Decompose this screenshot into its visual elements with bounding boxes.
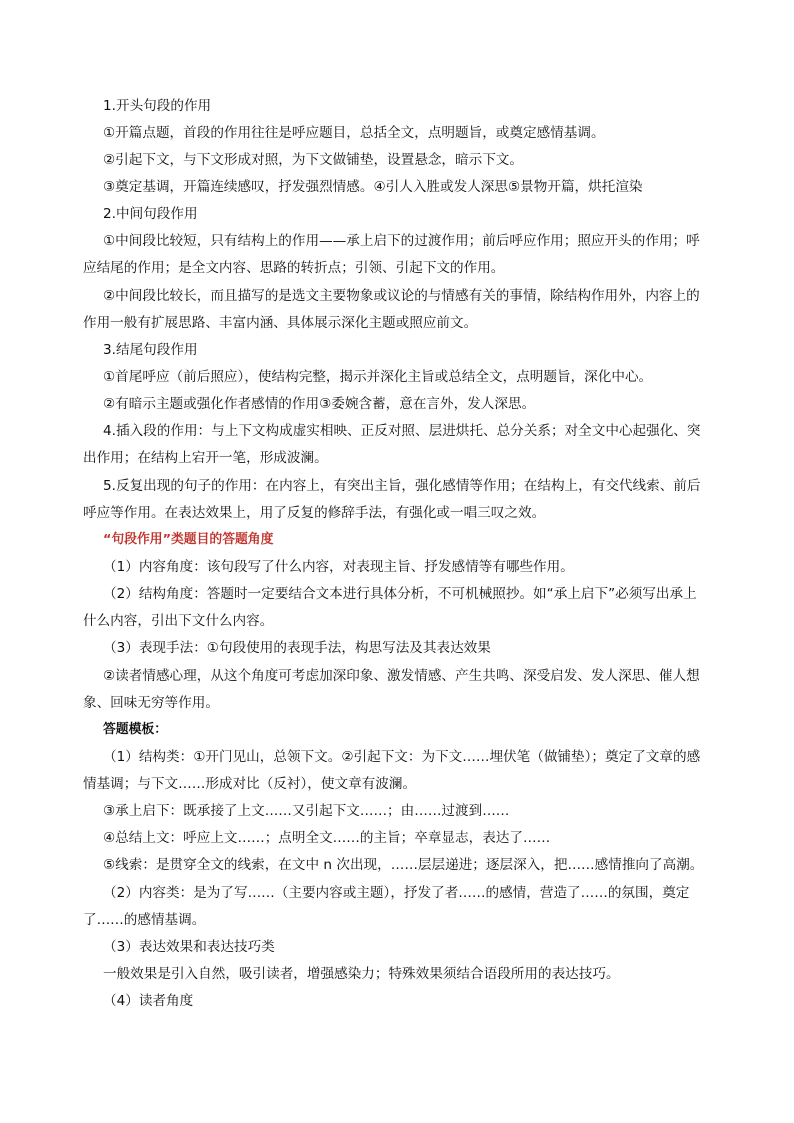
text-line: 呼应等作用。在表达效果上，用了反复的修辞手法，有强化或一唱三叹之效。 bbox=[83, 505, 546, 521]
text-line: 情基调；与下文……形成对比（反衬），使文章有波澜。 bbox=[83, 776, 417, 792]
text-line: ③奠定基调，开篇连续感叹，抒发强烈情感。④引人入胜或发人深思⑤景物开篇，烘托渲染 bbox=[103, 179, 643, 195]
text-line: 应结尾的作用；是全文内容、思路的转折点；引领、引起下文的作用。 bbox=[83, 260, 505, 276]
text-line: ①首尾呼应（前后照应），使结构完整，揭示并深化主旨或总结全文，点明题旨，深化中心。 bbox=[103, 369, 653, 385]
text-line: ①开篇点题，首段的作用往往是呼应题目，总括全文，点明题旨，或奠定感情基调。 bbox=[103, 125, 605, 141]
text-line: ②引起下文，与下文形成对照，为下文做铺垫，设置悬念，暗示下文。 bbox=[103, 152, 523, 168]
text-line: ③承上启下：既承接了上文……又引起下文……；由……过渡到…… bbox=[103, 803, 510, 819]
text-line: ⑤线索：是贯穿全文的线索，在文中 n 次出现，……层层递进；逐层深入，把……感情推向了高潮。 bbox=[103, 857, 704, 873]
text-line: （2）内容类：是为了写……（主要内容或主题），抒发了者……的感情，营造了……的氛围，奠定 bbox=[103, 885, 690, 901]
text-line: ②读者情感心理，从这个角度可考虑加深印象、激发情感、产生共鸣、深受启发、发人深思、催人想 bbox=[103, 668, 700, 684]
text-line: 4.插入段的作用：与上下文构成虚实相映、正反对照、层进烘托、总分关系；对全文中心起强化、突 bbox=[103, 423, 701, 439]
text-line: （3）表达效果和表达技巧类 bbox=[103, 939, 275, 955]
text-line: （1）结构类：①开门见山，总领下文。②引起下文：为下文……埋伏笔（做铺垫）；奠定了文章的感 bbox=[103, 749, 701, 765]
text-line: ②有暗示主题或强化作者感情的作用③委婉含蓄，意在言外，发人深思。 bbox=[103, 396, 536, 412]
section-heading-middle: 2.中间句段作用 bbox=[103, 206, 198, 222]
text-line: 出作用；在结构上宕开一笔，形成波澜。 bbox=[83, 450, 328, 466]
answer-angle-heading: “句段作用”类题目的答题角度 bbox=[103, 532, 274, 547]
text-line: 作用一般有扩展思路、丰富内涵、具体展示深化主题或照应前文。 bbox=[83, 315, 478, 331]
text-line: 一般效果是引入自然，吸引读者，增强感染力；特殊效果须结合语段所用的表达技巧。 bbox=[103, 966, 620, 982]
section-heading-ending: 3.结尾句段作用 bbox=[103, 342, 198, 358]
text-line: 象、回味无穷等作用。 bbox=[83, 695, 219, 711]
text-line: （4）读者角度 bbox=[103, 993, 194, 1009]
text-line: 什么内容，引出下文什么内容。 bbox=[83, 613, 274, 629]
text-line: （2）结构角度：答题时一定要结合文本进行具体分析，不可机械照抄。如“承上启下”必须写出承上 bbox=[103, 586, 697, 602]
section-heading-opening: 1.开头句段的作用 bbox=[103, 98, 212, 114]
text-line: 5.反复出现的句子的作用：在内容上，有突出主旨，强化感情等作用；在结构上，有交代线索、前后 bbox=[103, 478, 701, 494]
text-line: （3）表现手法：①句段使用的表现手法，构思写法及其表达效果 bbox=[103, 640, 491, 656]
text-line: ①中间段比较短，只有结构上的作用——承上启下的过渡作用；前后呼应作用；照应开头的作用；呼 bbox=[103, 233, 700, 249]
text-line: （1）内容角度：该句段写了什么内容，对表现主旨、抒发感情等有哪些作用。 bbox=[103, 559, 574, 575]
text-line: 了……的感情基调。 bbox=[83, 912, 206, 928]
text-line: ④总结上文：呼应上文……；点明全文……的主旨；卒章显志，表达了…… bbox=[103, 830, 551, 846]
text-line: ②中间段比较长，而且描写的是选文主要物象或议论的与情感有关的事情，除结构作用外，内容上的 bbox=[103, 288, 700, 304]
template-heading: 答题模板： bbox=[103, 722, 167, 737]
